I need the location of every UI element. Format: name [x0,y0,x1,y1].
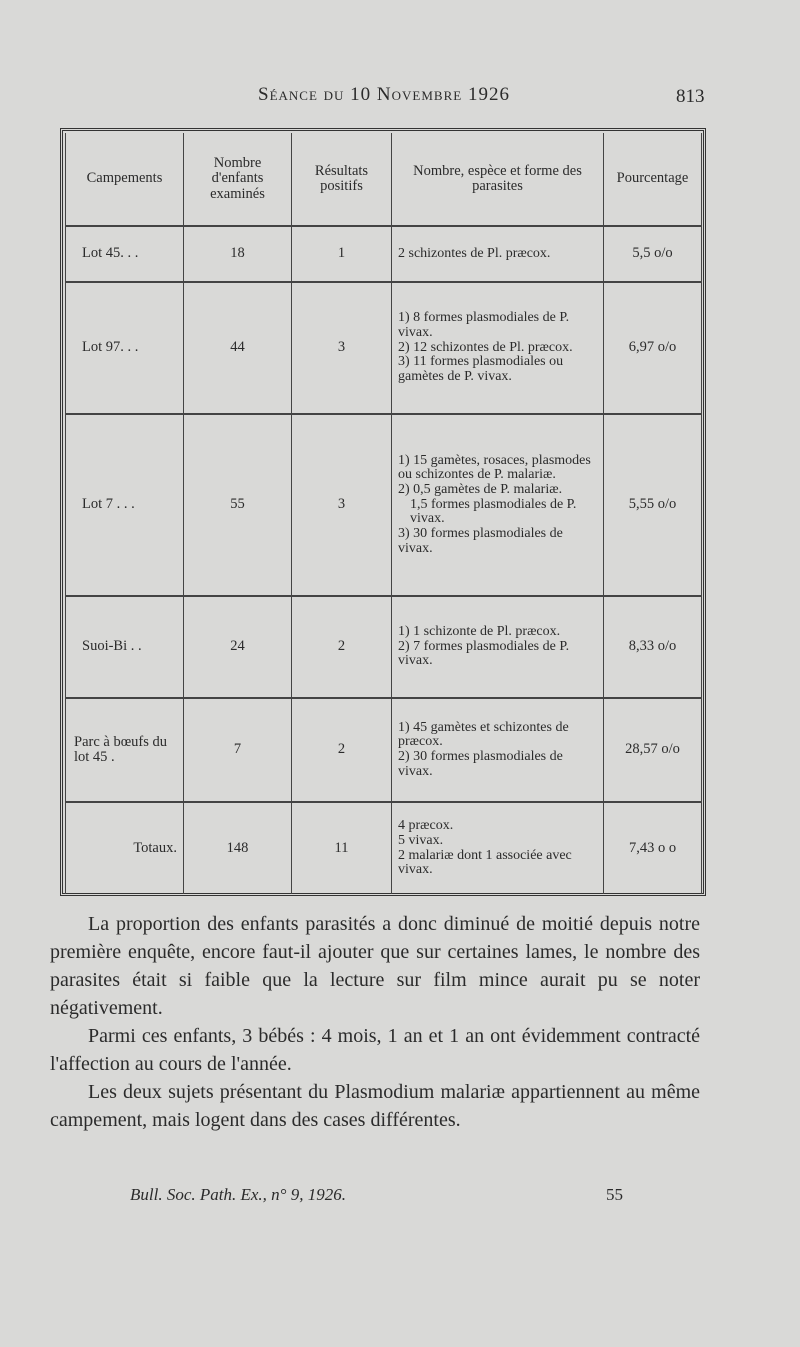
paragraph: La proportion des enfants parasités a donc diminué de moitié depuis notre première enquête, encore faut-il ajouter que sur certaines lames, le nombre des parasites était si faible que la lecture sur film mince aurait pu se noter négativement. [50,913,700,1019]
cell-examined: 7 [184,698,292,802]
running-header [0,84,800,114]
cell-parasites [392,414,604,596]
parasite-line: 2 schizontes de Pl. præcox. [398,245,551,261]
parasite-line: 2) 12 schizontes de Pl. præcox. [398,339,573,355]
table-header-row [66,133,702,226]
page-footer [0,1185,800,1215]
cell-parasites [392,698,604,802]
cell-examined: 18 [184,226,292,282]
col-header-positive: Résultats positifs [292,133,392,226]
cell-camp: Parc à bœufs du lot 45 . [66,698,184,802]
cell-examined: 44 [184,282,292,414]
cell-parasites [392,282,604,414]
parasite-line: 1) 45 gamètes et schizontes de præcox. [398,719,569,750]
body-text [50,910,700,1134]
cell-positive: 2 [292,596,392,698]
cell-parasites [392,226,604,282]
table-row [66,698,702,802]
paragraph: Les deux sujets présentant du Plasmodium malariæ appartiennent au même campement, mais logent dans des cases différentes. [50,1081,700,1131]
parasite-table [65,133,702,894]
parasite-line: 2) 0,5 gamètes de P. malariæ. [398,481,563,497]
cell-camp: Lot 7 . . . [66,414,184,596]
parasite-line: 1) 8 formes plasmodiales de P. vivax. [398,310,570,340]
table-row-totals [66,802,702,894]
col-header-campements: Campements [66,133,184,226]
parasite-line: 3) 30 formes plasmodiales de vivax. [398,526,563,556]
col-header-parasites: Nombre, espèce et forme des parasites [392,133,604,226]
table-row [66,282,702,414]
cell-positive: 1 [292,226,392,282]
parasite-line: 1) 1 schizonte de Pl. præcox. [398,623,561,639]
cell-camp: Totaux. [66,802,184,894]
cell-percent: 5,55 o/o [604,414,702,596]
parasite-line: 2) 7 formes plasmodiales de P. vivax. [398,638,570,669]
cell-percent: 5,5 o/o [604,226,702,282]
table-row [66,414,702,596]
cell-positive: 3 [292,414,392,596]
cell-positive: 2 [292,698,392,802]
signature-mark: 55 [606,1185,623,1204]
cell-examined: 24 [184,596,292,698]
parasite-line: 2 malariæ dont 1 associée avec vivax. [398,847,572,878]
parasite-line: 2) 30 formes plasmodiales de vivax. [398,749,563,779]
cell-examined: 148 [184,802,292,894]
cell-examined: 55 [184,414,292,596]
cell-positive: 3 [292,282,392,414]
paragraph: Parmi ces enfants, 3 bébés : 4 mois, 1 an et 1 an ont évidemment contracté l'affection au cours de l'année. [50,1025,700,1075]
col-header-percent: Pourcentage [604,133,702,226]
page-number: 813 [676,86,705,107]
cell-camp: Lot 97. . . [66,282,184,414]
cell-percent: 8,33 o/o [604,596,702,698]
parasite-table-frame [60,128,706,896]
cell-camp: Suoi-Bi . . [66,596,184,698]
cell-percent: 28,57 o/o [604,698,702,802]
journal-reference: Bull. Soc. Path. Ex., n° 9, 1926. [130,1185,346,1204]
table-row [66,596,702,698]
parasite-line: 4 præcox. [398,818,454,834]
parasite-line: 3) 11 formes plasmodiales ou gamètes de P. vivax. [398,354,564,385]
cell-parasites [392,596,604,698]
table-row [66,226,702,282]
header-title: Séance du 10 Novembre 1926 [258,84,510,105]
parasite-line: 1,5 formes plasmodiales de P. vivax. [410,496,577,527]
cell-parasites [392,802,604,894]
cell-camp: Lot 45. . . [66,226,184,282]
parasite-line: 1) 15 gamètes, rosaces, plasmodes ou schizontes de P. malariæ. [398,452,591,483]
col-header-examined: Nombre d'enfants examinés [184,133,292,226]
cell-percent: 6,97 o/o [604,282,702,414]
cell-positive: 11 [292,802,392,894]
cell-percent: 7,43 o o [604,802,702,894]
parasite-line: 5 vivax. [398,832,444,848]
